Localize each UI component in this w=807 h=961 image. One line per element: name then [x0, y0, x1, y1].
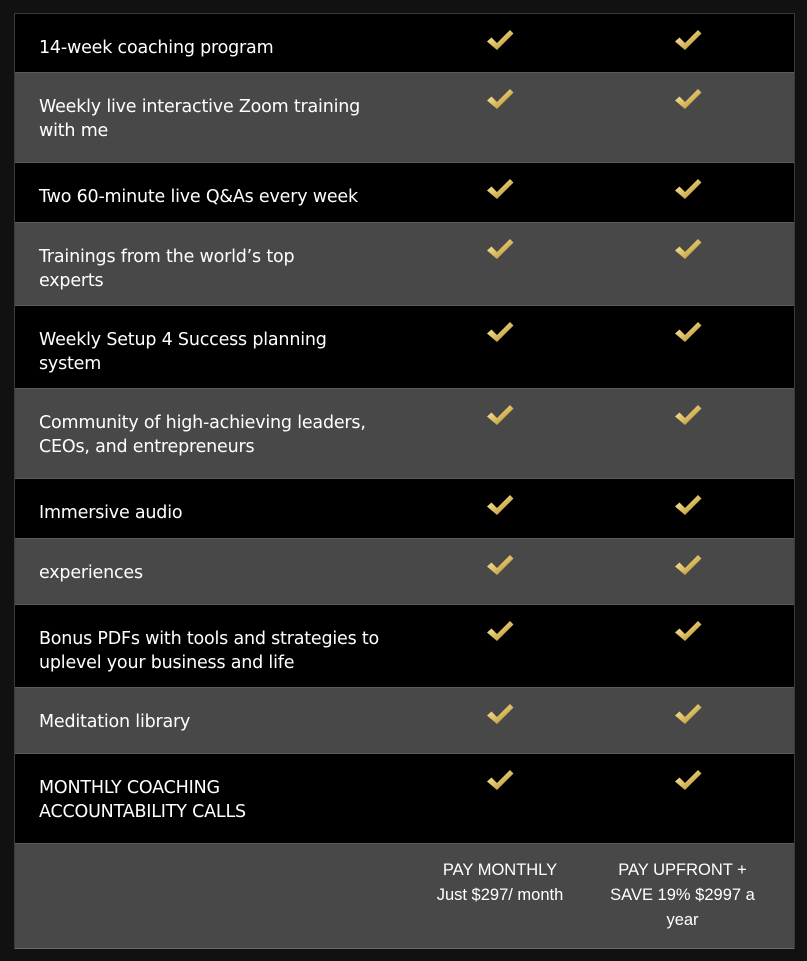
feature-cell [15, 223, 419, 305]
table-row [15, 539, 794, 605]
upfront-cell [581, 223, 794, 305]
gold-checkmark-icon [673, 619, 703, 645]
gold-checkmark-icon [485, 87, 515, 113]
table-row [15, 14, 794, 73]
gold-checkmark-icon [485, 177, 515, 203]
gold-checkmark-icon [673, 87, 703, 113]
monthly-cell [419, 389, 581, 478]
monthly-cell [419, 754, 581, 843]
feature-label: Community of high-achieving leaders, CEOs, and entrepreneurs [39, 413, 366, 457]
table-row [15, 688, 794, 754]
monthly-cell [419, 163, 581, 222]
feature-cell [15, 539, 419, 604]
gold-checkmark-icon [485, 237, 515, 263]
gold-checkmark-icon [485, 493, 515, 519]
pricing-footer-row [15, 844, 794, 949]
gold-checkmark-icon [673, 403, 703, 429]
gold-checkmark-icon [485, 553, 515, 579]
upfront-cell [581, 754, 794, 843]
feature-label: Weekly Setup 4 Success planning system [39, 330, 327, 374]
monthly-cell [419, 73, 581, 162]
footer-empty-cell [15, 844, 419, 948]
feature-cell [15, 605, 419, 687]
gold-checkmark-icon [673, 768, 703, 794]
table-row [15, 754, 794, 844]
feature-label: Weekly live interactive Zoom training with me [39, 97, 361, 141]
table-row [15, 223, 794, 306]
feature-cell [15, 754, 419, 843]
feature-cell [15, 306, 419, 388]
feature-label: 14-week coaching program [39, 38, 274, 58]
monthly-cell [419, 306, 581, 388]
gold-checkmark-icon [485, 320, 515, 346]
feature-cell [15, 479, 419, 538]
feature-cell [15, 688, 419, 753]
feature-label: Trainings from the world’s top experts [39, 247, 295, 291]
feature-label: Bonus PDFs with tools and strategies to uplevel your business and life [39, 629, 380, 673]
feature-cell [15, 389, 419, 478]
table-row [15, 163, 794, 223]
upfront-cell [581, 163, 794, 222]
feature-label: Meditation library [39, 712, 191, 732]
monthly-cell [419, 223, 581, 305]
monthly-cell [419, 14, 581, 72]
gold-checkmark-icon [673, 177, 703, 203]
upfront-cell [581, 306, 794, 388]
upfront-cell [581, 389, 794, 478]
gold-checkmark-icon [485, 768, 515, 794]
table-row [15, 389, 794, 479]
feature-label: Immersive audio [39, 503, 183, 523]
gold-checkmark-icon [673, 28, 703, 54]
upfront-cell [581, 14, 794, 72]
feature-label: experiences [39, 563, 143, 583]
gold-checkmark-icon [485, 702, 515, 728]
upfront-plan-price: SAVE 19% $2997 a [610, 886, 755, 904]
feature-cell [15, 14, 419, 72]
monthly-cell [419, 479, 581, 538]
gold-checkmark-icon [485, 28, 515, 54]
gold-checkmark-icon [673, 702, 703, 728]
table-row [15, 605, 794, 688]
feature-label: MONTHLY COACHING ACCOUNTABILITY CALLS [39, 778, 246, 822]
monthly-cell [419, 605, 581, 687]
monthly-cell [419, 539, 581, 604]
upfront-cell [581, 688, 794, 753]
feature-cell [15, 163, 419, 222]
table-row [15, 306, 794, 389]
table-row [15, 73, 794, 163]
upfront-cell [581, 73, 794, 162]
feature-label: Two 60-minute live Q&As every week [39, 187, 358, 207]
monthly-plan-price: Just $297/ month [436, 886, 564, 904]
upfront-plan-label: PAY UPFRONT + [618, 861, 747, 879]
monthly-cell [419, 688, 581, 753]
upfront-cell [581, 479, 794, 538]
feature-cell [15, 73, 419, 162]
table-row [15, 479, 794, 539]
upfront-cell [581, 539, 794, 604]
gold-checkmark-icon [673, 553, 703, 579]
gold-checkmark-icon [673, 493, 703, 519]
upfront-plan-price-cont: year [666, 911, 699, 929]
gold-checkmark-icon [673, 320, 703, 346]
gold-checkmark-icon [485, 619, 515, 645]
monthly-price [419, 844, 581, 948]
comparison-table [14, 13, 795, 949]
upfront-price [581, 844, 794, 948]
upfront-cell [581, 605, 794, 687]
monthly-plan-label: PAY MONTHLY [442, 861, 558, 879]
gold-checkmark-icon [485, 403, 515, 429]
gold-checkmark-icon [673, 237, 703, 263]
